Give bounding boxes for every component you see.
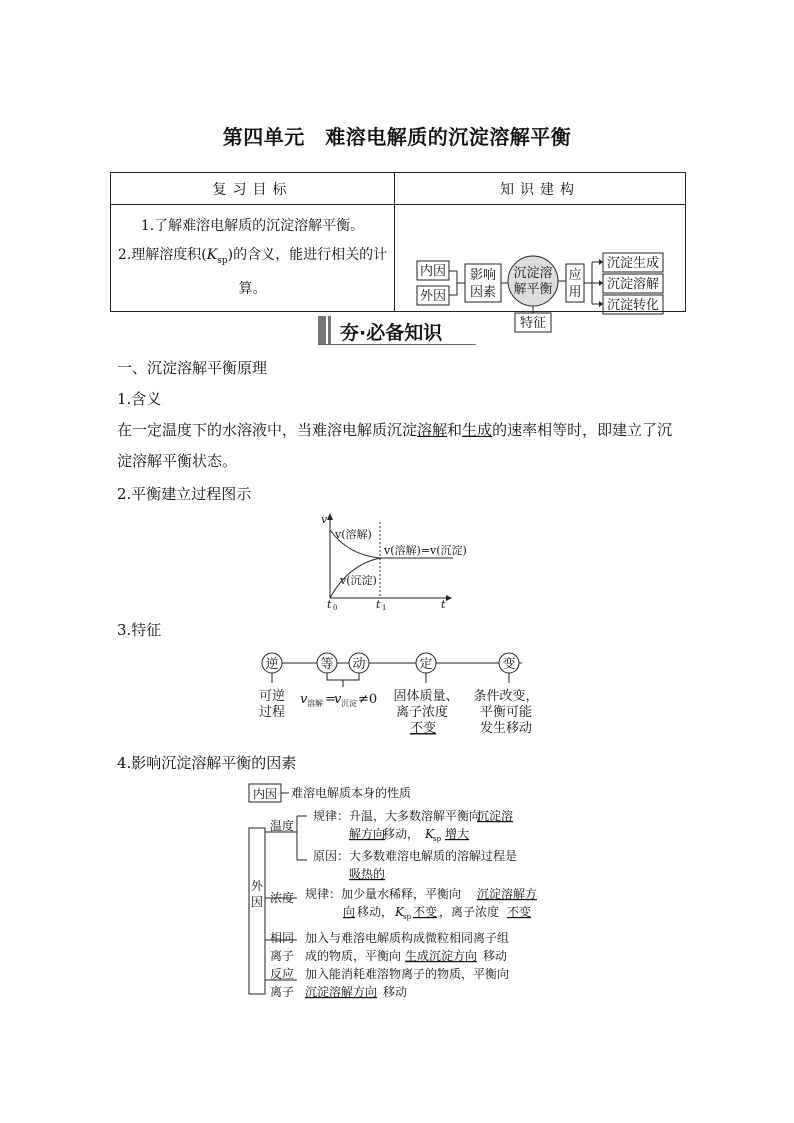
svg-text:v(溶解): v(溶解) xyxy=(335,528,372,541)
svg-text:1: 1 xyxy=(382,604,387,612)
svg-text:原因：大多数难溶电解质的溶解过程是: 原因：大多数难溶电解质的溶解过程是 xyxy=(313,849,518,863)
definition-paragraph: 在一定温度下的水溶液中，当难溶电解质沉淀溶解和生成的速率相等时，即建立了沉淀溶解平衡状态。 xyxy=(117,421,673,470)
svg-text:t: t xyxy=(376,598,381,611)
svg-text:沉淀溶解: 沉淀溶解 xyxy=(606,277,660,292)
svg-text:v(溶解)=v(沉淀): v(溶解)=v(沉淀) xyxy=(384,544,467,557)
structure-header: 知识建构 xyxy=(395,173,686,205)
svg-text:成的物质，平衡向: 成的物质，平衡向 xyxy=(305,949,402,963)
goals-header: 复习目标 xyxy=(111,173,395,205)
svg-text:用: 用 xyxy=(568,285,582,300)
svg-text:0: 0 xyxy=(333,604,338,612)
subheading-2: 2.平衡建立过程图示 xyxy=(117,485,252,503)
svg-text:移动，: 移动， xyxy=(383,827,420,841)
svg-text:沉淀溶解方: 沉淀溶解方 xyxy=(477,887,538,901)
svg-text:逆: 逆 xyxy=(265,657,279,672)
svg-text:沉淀溶解方向: 沉淀溶解方向 xyxy=(305,985,378,999)
page-title: 第四单元 难溶电解质的沉淀溶解平衡 xyxy=(222,125,572,149)
svg-text:不变: 不变 xyxy=(507,905,532,919)
svg-text:不变: 不变 xyxy=(410,721,437,736)
svg-text:向: 向 xyxy=(343,905,356,919)
svg-text:离子: 离子 xyxy=(270,949,295,963)
svg-text:≠0: ≠0 xyxy=(358,692,378,707)
svg-text:特征: 特征 xyxy=(519,316,547,331)
svg-text:不变: 不变 xyxy=(413,905,438,919)
svg-text:动: 动 xyxy=(352,657,366,672)
svg-text:沉淀溶: 沉淀溶 xyxy=(477,809,514,823)
goal-1: 1.了解难溶电解质的沉淀溶解平衡。 xyxy=(140,217,365,234)
svg-text:吸热的: 吸热的 xyxy=(349,867,386,881)
svg-text:固体质量、: 固体质量、 xyxy=(393,689,459,704)
subheading-1: 1.含义 xyxy=(117,390,162,408)
svg-text:sp: sp xyxy=(433,835,442,843)
svg-text:v: v xyxy=(321,513,328,526)
goal-2: 2.理解溶度积$(K_{sp})$的含义，能进行相关的计算。 xyxy=(117,246,388,298)
svg-text:规律：升温，大多数溶解平衡向: 规律：升温，大多数溶解平衡向 xyxy=(313,809,482,823)
svg-text:沉淀: 沉淀 xyxy=(341,699,357,708)
svg-text:外: 外 xyxy=(250,879,264,893)
svg-text:温度: 温度 xyxy=(270,819,295,833)
svg-text:v: v xyxy=(334,692,342,707)
svg-text:等: 等 xyxy=(320,657,334,672)
knowledge-map xyxy=(395,209,685,331)
subheading-3: 3.特征 xyxy=(117,621,162,639)
svg-text:t: t xyxy=(441,598,446,611)
svg-text:v: v xyxy=(300,692,308,707)
svg-text:可逆: 可逆 xyxy=(258,689,286,704)
svg-text:因素: 因素 xyxy=(469,285,497,300)
section-heading: 一、沉淀溶解平衡原理 xyxy=(117,359,268,377)
svg-text:离子: 离子 xyxy=(270,985,295,999)
svg-text:难溶电解质本身的性质: 难溶电解质本身的性质 xyxy=(291,786,412,800)
goals-cell xyxy=(111,205,395,312)
svg-text:沉淀溶: 沉淀溶 xyxy=(513,266,553,281)
subheading-4: 4.影响沉淀溶解平衡的因素 xyxy=(117,754,297,772)
svg-text:K: K xyxy=(425,827,434,841)
equilibrium-graph xyxy=(318,510,483,610)
svg-text:生成沉淀方向: 生成沉淀方向 xyxy=(405,949,478,963)
svg-text:反应: 反应 xyxy=(270,967,295,981)
svg-text:溶解: 溶解 xyxy=(307,699,323,708)
svg-text:移动，: 移动， xyxy=(357,905,394,919)
features-diagram xyxy=(252,650,552,740)
neiyin-text: 内因 xyxy=(419,264,447,279)
waiyin-text: 外因 xyxy=(419,289,447,304)
svg-text:sp: sp xyxy=(403,913,412,921)
svg-text:解方向: 解方向 xyxy=(349,827,386,841)
svg-text:规律：加少量水稀释，平衡向: 规律：加少量水稀释，平衡向 xyxy=(305,887,462,901)
center-circle xyxy=(508,256,558,306)
svg-text:K: K xyxy=(395,905,404,919)
svg-text:因: 因 xyxy=(250,895,264,909)
factors-diagram xyxy=(245,780,565,1005)
svg-text:离子浓度: 离子浓度 xyxy=(395,705,449,720)
svg-text:浓度: 浓度 xyxy=(270,891,295,905)
svg-text:v(沉淀): v(沉淀) xyxy=(340,574,377,587)
svg-text:移动: 移动 xyxy=(483,949,508,963)
svg-text:影响: 影响 xyxy=(469,268,497,283)
structure-cell xyxy=(395,205,686,331)
svg-text:加入与难溶电解质构成微粒相同离子组: 加入与难溶电解质构成微粒相同离子组 xyxy=(305,931,510,945)
goals-table xyxy=(110,172,686,331)
svg-text:内因: 内因 xyxy=(252,787,278,801)
svg-text:平衡可能: 平衡可能 xyxy=(479,705,533,720)
svg-text:变: 变 xyxy=(502,657,516,672)
svg-text:移动: 移动 xyxy=(383,985,408,999)
svg-text:t: t xyxy=(327,598,332,611)
svg-text:定: 定 xyxy=(419,657,433,672)
svg-text:，离子浓度: ，离子浓度 xyxy=(439,905,500,919)
section-banner: 夯·必备知识 xyxy=(318,316,476,345)
svg-text:相同: 相同 xyxy=(270,931,295,945)
svg-text:应: 应 xyxy=(568,268,582,283)
svg-text:沉淀生成: 沉淀生成 xyxy=(606,256,660,271)
svg-text:条件改变，: 条件改变， xyxy=(473,689,539,704)
svg-text:加入能消耗难溶物离子的物质，平衡向: 加入能消耗难溶物离子的物质，平衡向 xyxy=(305,967,510,981)
svg-text:过程: 过程 xyxy=(258,705,286,720)
svg-text:=: = xyxy=(325,692,336,707)
svg-text:沉淀转化: 沉淀转化 xyxy=(606,298,660,313)
svg-text:增大: 增大 xyxy=(445,827,470,841)
svg-text:发生移动: 发生移动 xyxy=(479,721,533,736)
svg-text:解平衡: 解平衡 xyxy=(513,282,553,297)
